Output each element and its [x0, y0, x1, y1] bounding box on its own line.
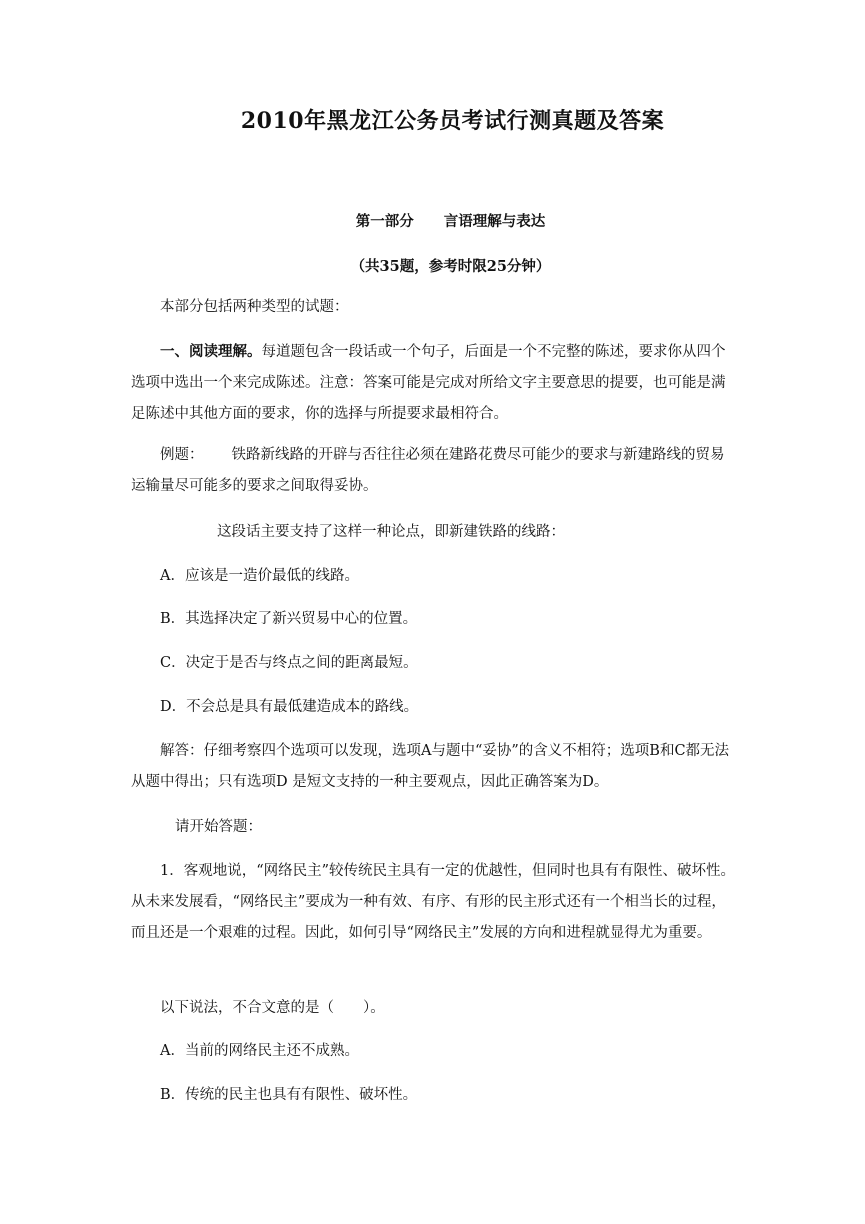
part-heading: [0, 210, 865, 231]
section1-paragraph: [131, 336, 736, 430]
answer-paragraph: 解答：仔细考察四个选项可以发现，选项A与题中“妥协”的含义不相符；选项B和C都无法从题中得出；只有选项D 是短文支持的一种主要观点，因此正确答案为D。: [131, 743, 730, 790]
example-text: 铁路新线路的开辟与否往往必须在建路花费尽可能少的要求与新建路线的贸易运输量尽可能多的要求之间取得妥协。: [131, 447, 725, 494]
example-option-c: C．决定于是否与终点之间的距离最短。: [160, 655, 418, 671]
question-1-option-b: B．传统的民主也具有有限性、破坏性。: [160, 1087, 418, 1103]
example-question: 这段话主要支持了这样一种论点，即新建铁路的线路：: [217, 524, 565, 540]
question-1-option-a: A．当前的网络民主还不成熟。: [160, 1043, 359, 1059]
example-paragraph: [131, 440, 736, 502]
start-instruction: 请开始答题：: [175, 819, 262, 835]
part-label: 第一部分: [355, 213, 414, 230]
intro-paragraph: 本部分包括两种类型的试题：: [160, 299, 349, 315]
section1-text: 每道题包含一段话或一个句子，后面是一个不完整的陈述，要求你从四个选项中选出一个来完成陈述。注意：答案可能是完成对所给文字主要意思的提要，也可能是满足陈述中其他方面的要求，你的选择与所提要求最相符合。: [131, 344, 726, 422]
part-name: 言语理解与表达: [443, 213, 546, 230]
question-1-text: 1．客观地说，“网络民主”较传统民主具有一定的优越性，但同时也具有有限性、破坏性。从未来发展看，“网络民主”要成为一种有效、有序、有形的民主形式还有一个相当长的过程，而且还是一个艰难的过程。因此，如何引导“网络民主”发展的方向和进程就显得尤为重要。: [131, 863, 736, 941]
document-title: 2010年黑龙江公务员考试行测真题及答案: [240, 108, 665, 134]
example-option-d: D．不会总是具有最低建造成本的路线。: [160, 699, 419, 715]
example-option-a: A．应该是一造价最低的线路。: [160, 568, 359, 584]
section1-heading: 一、阅读理解。: [160, 343, 262, 360]
part-note: （共35题，参考时限25分钟）: [350, 258, 551, 275]
example-label: 例题：: [160, 447, 204, 463]
example-option-b: B．其选择决定了新兴贸易中心的位置。: [160, 611, 418, 627]
question-1-prompt: 以下说法，不合文意的是（ ）。: [160, 1000, 385, 1016]
